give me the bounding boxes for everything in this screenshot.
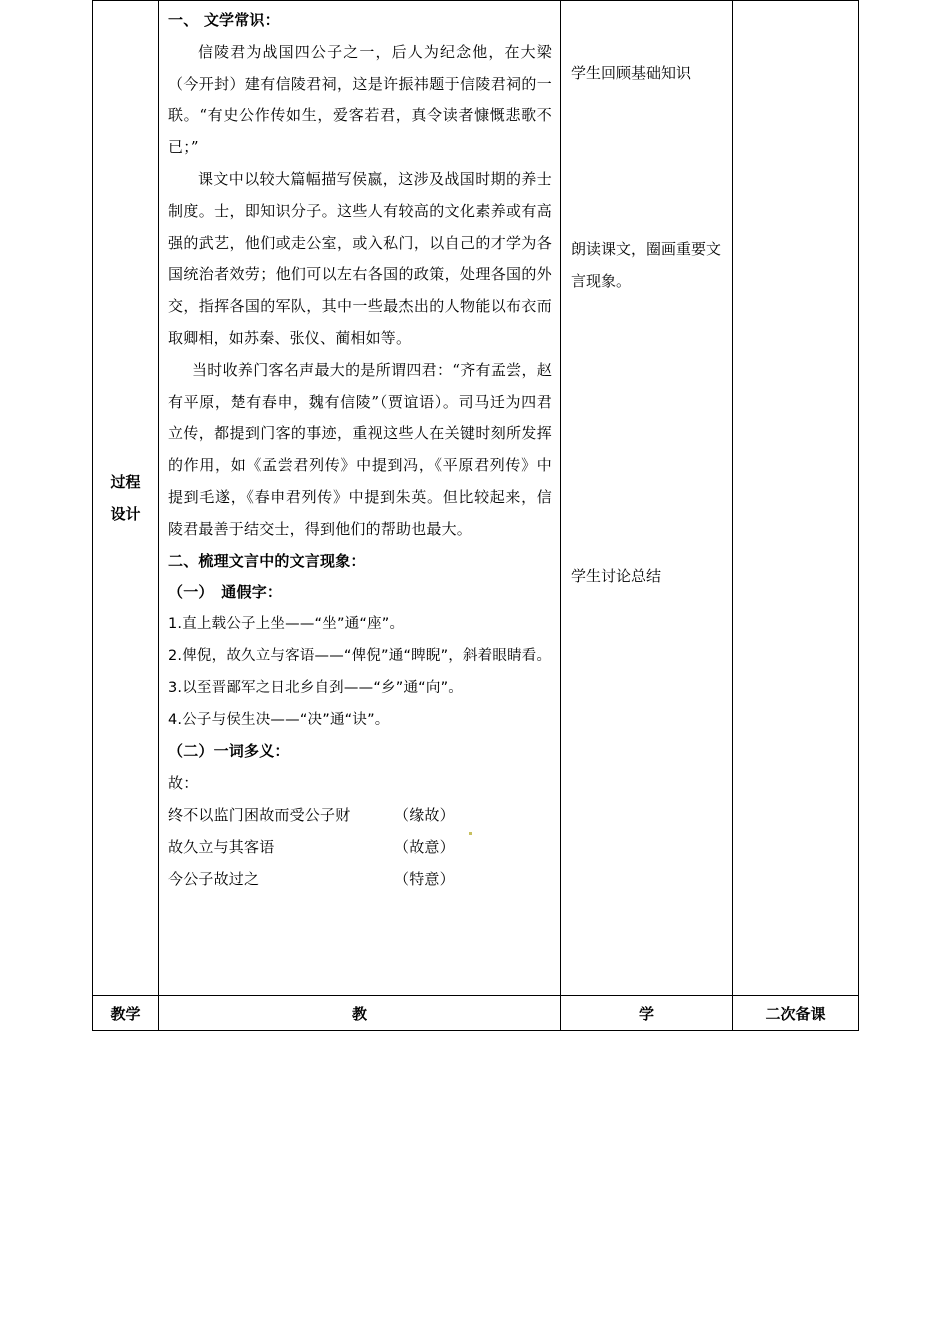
list-item: 3.以至晋鄙军之日北乡自刭——“乡”通“向”。 xyxy=(168,679,463,696)
learn-note-2: 朗读课文，圈画重要文言现象。 xyxy=(571,240,722,290)
list-item: 4.公子与侯生决——“决”通“诀”。 xyxy=(168,711,390,728)
side-label-line-1: 过程 xyxy=(110,473,141,491)
learning-activity-cell xyxy=(561,1,733,996)
subsection2-title: （二）一词多义： xyxy=(168,742,290,761)
header-teaching: 教学 xyxy=(93,996,159,1031)
process-design-label xyxy=(93,1,159,996)
teaching-content-cell xyxy=(159,1,561,996)
example-row xyxy=(168,800,552,832)
header-row xyxy=(93,996,859,1031)
second-prep-cell xyxy=(733,1,859,996)
subsection1-title: （一） 通假字： xyxy=(168,583,283,602)
side-label-line-2: 设计 xyxy=(110,505,141,523)
stray-mark xyxy=(469,832,472,835)
paragraph-1: 信陵君为战国四公子之一，后人为纪念他，在大梁（今开封）建有信陵君祠，这是许振祎题于信陵君祠的一联。“有史公作传如生，爱客若君，真令读者慷慨悲歌不已；” xyxy=(168,42,552,157)
lesson-plan-table xyxy=(92,0,859,1031)
list-item: 2.俾倪，故久立与客语——“俾倪”通“睥睨”，斜着眼睛看。 xyxy=(168,647,552,664)
example-meaning: （缘故） xyxy=(394,805,455,824)
example-meaning: （故意） xyxy=(394,837,455,856)
paragraph-2: 课文中以较大篇幅描写侯嬴，这涉及战国时期的养士制度。士，即知识分子。这些人有较高的文化素养或有高强的武艺，他们或走公室，或入私门，以自己的才学为各国统治者效劳；他们可以左右各国的政策，处理各国的外交，指挥各国的军队，其中一些最杰出的人物能以布衣而取卿相，如苏秦、张仪、蔺相如等。 xyxy=(168,169,552,347)
learn-note-1: 学生回顾基础知识 xyxy=(571,64,692,82)
header-second-prep: 二次备课 xyxy=(733,996,859,1031)
example-sentence: 终不以监门困故而受公子财 xyxy=(168,805,351,824)
polysemy-word: 故： xyxy=(168,774,199,793)
section1-title: 一、 文学常识： xyxy=(168,11,280,29)
learn-note-3: 学生讨论总结 xyxy=(571,567,662,585)
example-sentence: 今公子故过之 xyxy=(168,869,260,888)
example-sentence: 故久立与其客语 xyxy=(168,837,275,856)
section2-title: 二、梳理文言中的文言现象： xyxy=(168,551,366,570)
paragraph-3: 当时收养门客名声最大的是所谓四君：“齐有孟尝，赵有平原，楚有春申，魏有信陵”（贾谊语）。司马迁为四君立传，都提到门客的事迹，重视这些人在关键时刻所发挥的作用，如《孟尝君列传》中提到冯，《平原君列传》中提到毛遂，《春申君列传》中提到朱英。但比较起来，信陵君最善于结交士，得到他们的帮助也最大。 xyxy=(168,360,552,538)
process-design-row xyxy=(93,1,859,996)
example-row xyxy=(168,864,552,896)
list-item: 1.直上载公子上坐——“坐”通“座”。 xyxy=(168,616,405,633)
header-learn: 学 xyxy=(561,996,733,1031)
header-teach: 教 xyxy=(159,996,561,1031)
example-row xyxy=(168,832,552,864)
example-meaning: （特意） xyxy=(394,869,455,888)
